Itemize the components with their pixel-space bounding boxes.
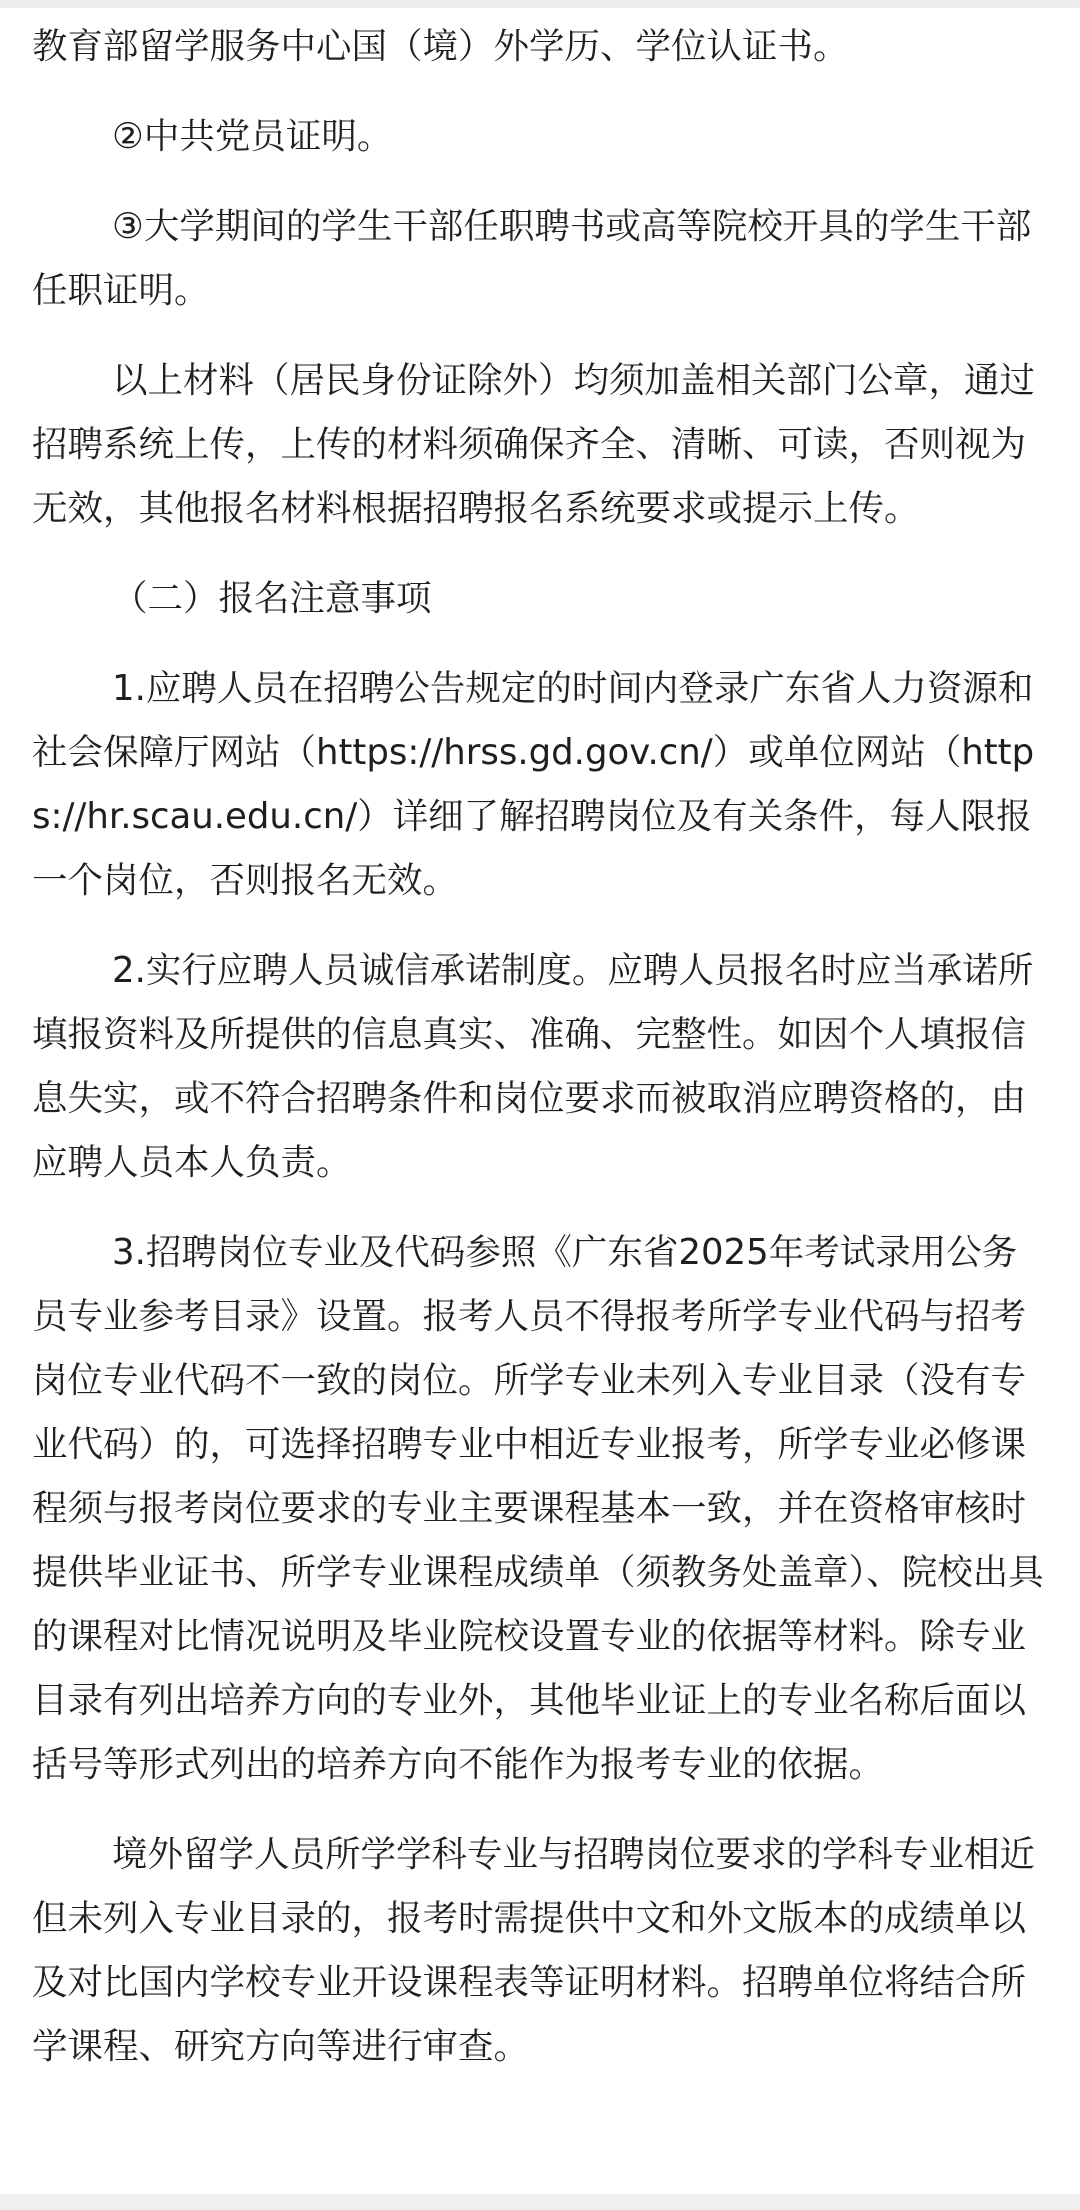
paragraph-certificate: 教育部留学服务中心国（境）外学历、学位认证书。 [32,26,849,67]
paragraph-party-member: ②中共党员证明。 [112,116,393,157]
bottom-scroll-edge [0,2194,1080,2210]
paragraph-note-2: 2.实行应聘人员诚信承诺制度。应聘人员报名时应当承诺所填报资料及所提供的信息真实、准确、完整性。如因个人填报信息失实，或不符合招聘条件和岗位要求而被取消应聘资格的，由应聘人员本人负责。 [32,950,1034,1183]
article-body[interactable] [32,0,1052,2105]
section-heading-notes: （二）报名注意事项 [112,578,432,619]
paragraph-student-cadre: ③大学期间的学生干部任职聘书或高等院校开具的学生干部任职证明。 [32,206,1032,311]
paragraph-overseas: 境外留学人员所学学科专业与招聘岗位要求的学科专业相近但未列入专业目录的，报考时需提供中文和外文版本的成绩单以及对比国内学校专业开设课程表等证明材料。招聘单位将结合所学课程、研究方向等进行审查。 [32,1834,1036,2067]
paragraph-note-1: 1.应聘人员在招聘公告规定的时间内登录广东省人力资源和社会保障厅网站（https://hrss.gd.gov.cn/）或单位网站（https://hr.scau.edu.cn/）详细了解招聘岗位及有关条件，每人限报一个岗位，否则报名无效。 [32,668,1035,901]
paragraph-materials-stamp: 以上材料（居民身份证除外）均须加盖相关部门公章，通过招聘系统上传，上传的材料须确保齐全、清晰、可读，否则视为无效，其他报名材料根据招聘报名系统要求或提示上传。 [32,360,1036,529]
paragraph-note-3: 3.招聘岗位专业及代码参照《广东省2025年考试录用公务员专业参考目录》设置。报考人员不得报考所学专业代码与招考岗位专业代码不一致的岗位。所学专业未列入专业目录（没有专业代码）的，可选择招聘专业中相近专业报考，所学专业必修课程须与报考岗位要求的专业主要课程基本一致，并在资格审核时提供毕业证书、所学专业课程成绩单（须教务处盖章）、院校出具的课程对比情况说明及毕业院校设置专业的依据等材料。除专业目录有列出培养方向的专业外，其他毕业证上的专业名称后面以括号等形式列出的培养方向不能作为报考专业的依据。 [32,1232,1044,1785]
